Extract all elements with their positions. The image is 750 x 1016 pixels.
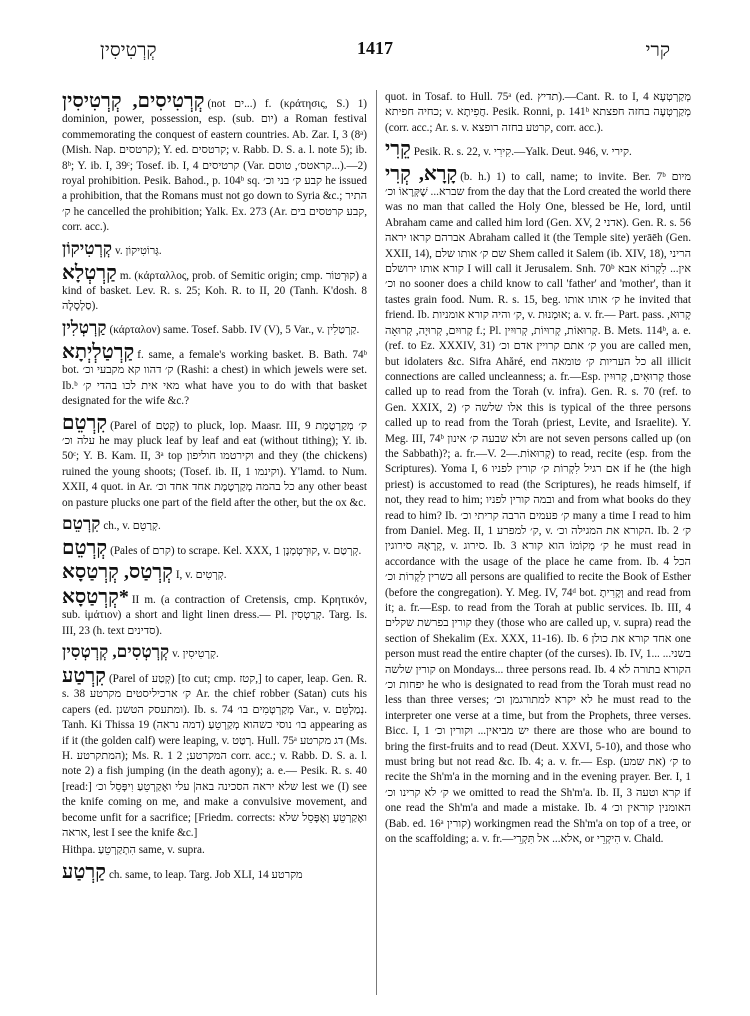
- dictionary-entry: [62, 641, 367, 663]
- entry-text: (Pales of קרם) to scrape. Kel. XXX, 1 קוּרְטְמְנָן, v. קְרְטַם.: [110, 544, 362, 557]
- column-divider: [376, 90, 377, 995]
- dictionary-entry: [385, 90, 691, 136]
- entry-headword: קַרְטַע: [62, 860, 106, 883]
- dictionary-entry: [62, 665, 367, 841]
- page-header: [40, 38, 710, 66]
- dictionary-entry: [62, 561, 367, 583]
- entry-text: (Parel of קְטַע) [to cut; cmp. קטז,] to caper, leap. Gen. R. s. 38 ק׳ ארכיליסטים מקרטע Ar. the chief robber (Satan) cuts his capers (ed. ומתעסק הטשנן). Ib. s. 74 מְקַרְטְמִים בו׳ Var., v. נְמַלְטֵם. Tanh. Ki Thissa 19 בו׳ נוסי כשהוא מְקַרְטֵעַ (דמה נראה) appearing as if it (the golden calf) were leaping, v. רְטַט. Hull. 75ᵃ דג מקרטע (Ms. H. המתקרטע); Ms. R. 1 המקרטע; 2 corr. acc.; v. Rabb. D. S. a. l. note 2) a fish jumping (in the death agony); a. e.— Pesik. R. s. 40 [read:] שלא יראה הסכינה באה| עלי ואֶקַרְטֵעַ וִיפָּסֵל וכ׳ lest we (I) see the knife coming on me, and make a convulsive movement, and become unfit for a sacrifice; [Friedm. corrects: ואֶקַרְטֵעַ וְאֶפָּסֵל שלא אראה, lest I see the knife &c.]: [62, 672, 367, 840]
- entry-text: I, v. קְרְטִים.: [175, 569, 227, 582]
- dictionary-entry: [62, 90, 367, 236]
- entry-text: ch., v. קְרַטֵם.: [103, 519, 161, 532]
- entry-headword: קִרְטֵם: [62, 513, 101, 533]
- entry-headword: קָרָא, קְרִי: [385, 162, 458, 185]
- entry-headword: קְרְטְסִים, קְרְטְסִין: [62, 641, 170, 661]
- entry-headword: קַרְטְלִין: [62, 317, 107, 337]
- dictionary-entry: [62, 843, 367, 858]
- entry-headword: קְרְטִיסִים, קְרְטִיסִין: [62, 90, 205, 112]
- dictionary-entry: [62, 537, 367, 559]
- entry-text: v. גְּרוֹטִיקוֹן.: [114, 244, 162, 257]
- entry-text: v. קְרְטִיסִין.: [172, 647, 219, 660]
- left-column: [62, 90, 367, 1000]
- entry-text: (κάρταλον) same. Tosef. Sabb. IV (V), 5 Var., v. קַרְטַלִין.: [109, 323, 360, 336]
- entry-headword: קְרְטַס, קְרְטַסָא: [62, 561, 173, 584]
- entry-text: (not ים...) f. (κράτησις, S.) 1) dominion, power, possession, esp. (sub. יום) a Roman festival commemorating the conquest of eastern countries. Ab. Zar. I, 3 (8ᵃ) (Mish. Nap. קרטסים); Y. ed. קרטסים; v. Rabb. D. S. a. l. note 5); ib. 8ᵇ; Y. ib. I, 39ᶜ; Tosef. ib. I, 4 קרטיסים (Var. קראטס׳, טוסם...).—2) royal prohibition. Pesik. Bahod., p. 104ᵇ sq. קבע ק׳ בני וכ׳ he issued a prohibition, that the Romans must not go down to Syria &c.; התיר ק׳ he cancelled the prohibition; Yalk. Ex. 273 (Ar. קבע קרטסים בים, corr. acc.).: [62, 98, 367, 234]
- entry-text: ch. same, to leap. Targ. Job XLI, 14 מקרטע: [108, 868, 303, 881]
- entry-text: f. same, a female's working basket. B. Bath. 74ᵇ bot. ק׳ דהוו קא מקבעי וכ׳ (Rashi: a chest) in which jewels were set. Ib.ᵇ מאי אית לכו בהדי ק׳ what have you to do with that basket designated for the wife &c.?: [62, 348, 367, 408]
- dictionary-entry: [62, 861, 367, 883]
- dictionary-entry: [62, 238, 367, 260]
- entry-headword: קַרְטְלָא: [62, 261, 117, 284]
- entry-headword: קֵרִי: [385, 138, 411, 161]
- entry-text: II m. (a contraction of Cretensis, cmp. Κρητικόν, sub. ἱμάτιον) a short and light linen dress.— Pl. קְרַטְסִין. Targ. Is. III, 23 (h. text סדינים).: [62, 593, 367, 637]
- entry-headword: קִרְטַע: [62, 664, 106, 687]
- page-number: 1417: [357, 38, 393, 58]
- entry-text: Pesik. R. s. 22, v. קִירִי.—Yalk. Deut. 946, v. קירי.: [413, 146, 632, 159]
- dictionary-entry: [62, 317, 367, 339]
- entry-text: (Parel of קְטַם) to pluck, lop. Maasr. III, 9 ק׳ מְקַרְטֶמֶת עלה וכ׳ he may pluck leaf by leaf and eat (without tithing); Y. ib. 50ᶜ; Y. B. Kam. II, 3ᵃ top וקירטמו חוליפון and they (the chickens) ruined the young shoots; (Tosef. ib. II, 1 וקינמו). Y'lamd. to Num. XXII, 4 quot. in Ar. כל בהמה מְקַרְטֶמֶת אחד אחד וכ׳ any other beast on pasture plucks one part of the field after the other, but the ox &c.: [62, 419, 367, 509]
- entry-headword: קְרְטִיקוֹן: [62, 238, 112, 258]
- header-right-word: קרי: [645, 40, 670, 61]
- entry-headword: קַרְטַלְיְתָא: [62, 340, 135, 363]
- entry-text: (b. h.) 1) to call, name; to invite. Ber. 7ᵇ מיום שברא... שֶׁקְּרָאוֹ וכ׳ from the day that the Lord created the world there was no man that called the Holy One, blessed be He, lord, until Abraham came and called him lord (Gen. XV, 2 אדני). Gen. R. s. 56 אברהם קראו יראה Abraham called it (the Temple site) yerāēh (Gen. XXII, 14), שם ק׳ אותו שלם Shem called it Salem (ib. XIV, 18), הריני קורא אותו ירושלם I will call it Jerusalem. Snh. 70ᵇ אין... לִקְרוֹא אבא וכ׳ no sooner does a child know to call 'father' and 'mother', than it tastes grain food. Num. R. s. 15, beg. ק׳ אותו אותו he invited that friend. Ib. ק׳ והיה קורא אומניות, v. אוּמְנוּת; a. v. fr.— Part. pass. קָרוּא, קָרוּיִם, קְרוּיָה, קְרוּאָה f.; Pl. קְרוּאוֹת, קְרוּיוֹת, קְרוּיִין. B. Mets. 114ᵇ, a. e. (ref. to Ez. XXXIV, 31) ק׳ אתם קרויין אדם וכ׳ you are called men, but idolaters &c. Sifra Ahăré, end כל העריות ק׳ טומאה all illicit connections are called uncleanness; a. fr.—Esp. קְרוּאִים, קְרוּיִין those called up to read from the Torah (v. infra). Gen. R. s. 70 (ref. to Gen. XXIX, 2) אלו שלשה ק׳ this is typical of the three persons called up to read from the Torah (priest, Levite, and Israelite). Y. Meg. III, 74ᵇ ולא שבעה ק׳ אינון are not seven persons called up (on the Sabbath)?; a. fr.—V. קְרוּאוֹת.—2) to read, recite (esp. from the Scriptures). Yoma I, 6 אם רגיל לִקְרוֹת ק׳ קורין לפניו if he (the high priest) is accustomed to read (the Scriptures), he reads himself, if not, they read to him; ובמה קורין לפניו and from what books do they read to him? Ib. ק׳ פעמים הרבה קריתי וכ׳ many a time I read to him from Daniel. Meg. II, 1 ק׳ למפרע, v. הקורא את המגילה וכ׳. Ib. 2 ק׳ קְרָאָהּ סירוגין, v. סירוג. Ib. 3 ק׳ מְקוֹמוֹ הוא קורא he must read in accordance with the usage of the place he came from. Ib. 4 הכל כשרין לִקְרוֹת וכ׳ all persons are qualified to recite the Book of Esther (before the congregation). Y. Meg. IV, 74ᵈ bot. וְקָרִיתָ and read from it; a. fr.—Esp. to read from the Torah at public services. Ib. III, 4 קורין בפרשת שקלים they (those who are called up, v. supra) read the section of Shekalim (Ex. XXX, 11-16). Ib. 6 אחד קורא את כולן one person must read the entire chapter (of the curses). Ib. IV, 1... בשני... קורין שלשה on Mondays... three persons read. Ib. 4 הקורא בתורה לא יפחות וכ׳ he who is designated to read from the Torah must read no less than three verses; לא יקרא למתורגמן וכ׳ he must read to the interpreter one verse at a time, but from the Prophets, three verses. Bicc. I, 1 יש מביאין... וקורין וכ׳ there are those who are bound to bring the first-fruits and to read (Deut. XXVI, 5-10), and those who must bring but not read &c. Ib. 4; a. v. fr.— Esp. ק׳ (את שמע) to recite the Sh'm'a in the morning and in the evening prayer. Ber. I, 1 ק׳ לא קרינו וכ׳ we omitted to read the Sh'm'a. Ib. II, 3 קרא וטעה if one read the Sh'm'a and made a mistake. Ib. 4 האומנין קוראין וכ׳ (Bab. ed. 16ᵃ קורין) workingmen read the Sh'm'a on top of a tree, or on the scaffolding; a. v. fr.—אלא... אל תִּקְרֵי, or הִיקְרֵי v. Chald.: [385, 170, 691, 846]
- entry-headword: קְרְטֵם: [62, 536, 108, 559]
- entry-headword: קִרְטֵם: [62, 411, 108, 434]
- entry-text: m. (κάρταλλος, prob. of Semitic origin; cmp. קוּרְטוֹר) a kind of basket. Lev. R. s. 25; Koh. R. to II, 20 (Tanh. K'dosh. 8 סַלְסָלָה).: [62, 269, 367, 313]
- dictionary-entry: [385, 163, 691, 848]
- dictionary-entry: [62, 586, 367, 639]
- dictionary-entry: [62, 412, 367, 511]
- dictionary-entry: [385, 138, 691, 160]
- entry-text: quot. in Tosaf. to Hull. 75ᵃ (ed. תדיץ).—Cant. R. to I, 4 מְקַרְטְעָא כחיה חפיתא; v. חֲפִיתָא. Pesik. Ronni, p. 141ᵇ מְקַרְטְעָה בחזה חפצתא (corr. acc.; Ar. s. v. קרטע בחזה רופצא, corr. acc.).: [385, 91, 691, 134]
- dictionary-entry: [62, 262, 367, 315]
- dictionary-entry: [62, 341, 367, 410]
- header-left-word: קְרְטִיסִין: [100, 40, 157, 61]
- entry-text: Hithpa. הִתְקַרְטֵעַ same, v. supra.: [62, 844, 205, 857]
- right-column: [385, 90, 691, 1000]
- dictionary-entry: [62, 513, 367, 535]
- entry-headword: *קְרְטַסָא: [62, 585, 129, 608]
